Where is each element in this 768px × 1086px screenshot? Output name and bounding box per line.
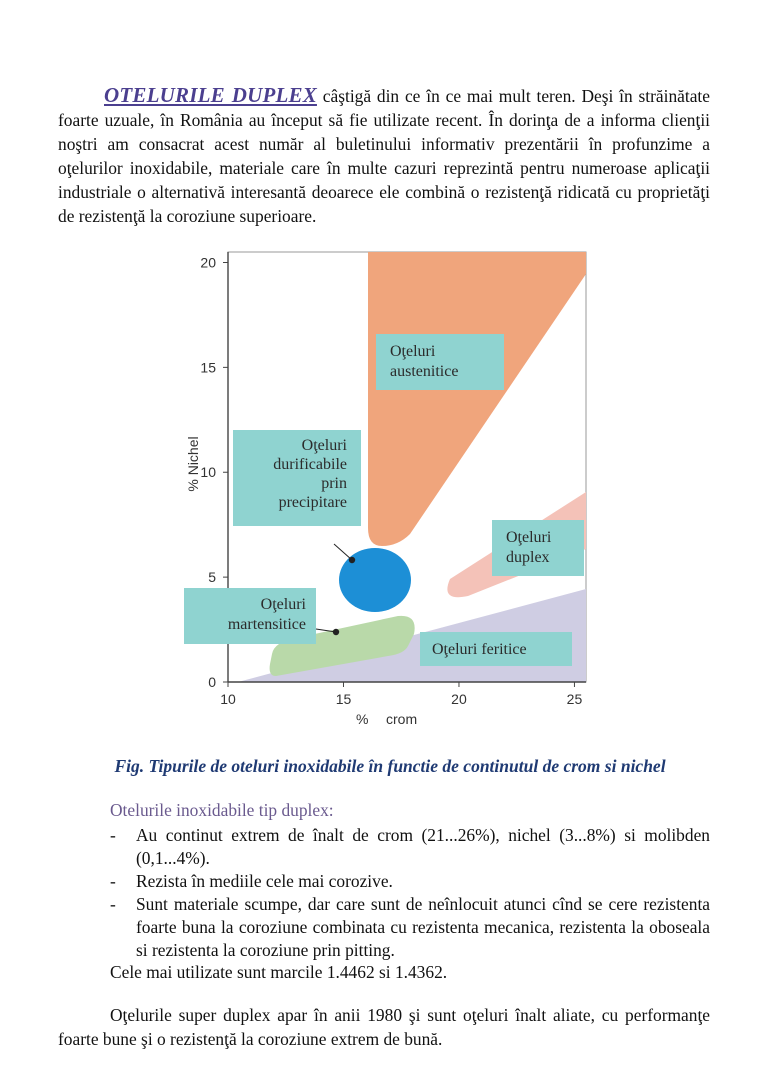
list-dash: - bbox=[110, 871, 116, 891]
intro-title: OTELURILE DUPLEX bbox=[104, 83, 317, 108]
stainless-steel-diagram bbox=[178, 244, 598, 734]
y-axis-title: % Nichel bbox=[185, 436, 201, 492]
intro-text: câştigă din ce în ce mai mult teren. Deşi în străinătate foarte uzuale, în România au început să fie utilizate recent. În dorinţa de a informa clienţii noştri am consacrat acest număr al buletinului informativ prezentării în profunzime a oţelurilor inoxidabile, materiale care în multe cazuri reprezintă pentru numeroase aplicaţii industriale o alternativă interesantă deoarece ele combină o rezistenţă ridicată cu proprietăţi de rezistenţă la coroziune superioare. bbox=[58, 86, 710, 227]
duplex-properties-list bbox=[110, 824, 710, 962]
label-ferritic-line1: Oţeluri feritice bbox=[432, 641, 527, 658]
label-austenitic-line2: austenitice bbox=[390, 363, 459, 380]
label-precip-line3: prin bbox=[321, 475, 347, 492]
x-axis-title-pct: % bbox=[356, 711, 369, 727]
closing-paragraph: Oţelurile super duplex apar în anii 1980 şi sunt oţeluri înalt aliate, cu performanţe foarte bune şi o rezistenţă la coroziune extrem de bună. bbox=[58, 1005, 710, 1050]
x-axis-title: crom bbox=[386, 711, 418, 727]
list-item bbox=[110, 893, 710, 962]
x-tick-label: 20 bbox=[451, 691, 467, 707]
y-tick-label: 5 bbox=[208, 569, 216, 586]
label-precipitation bbox=[233, 430, 361, 526]
list-item-text: Sunt materiale scumpe, dar care sunt de neînlocuit atunci cînd se cere rezistenta foarte buna la coroziune combinata cu rezistenta mecanica, rezistenta la oboseala si rezistenta la coroziune prin pitting. bbox=[136, 894, 710, 960]
label-austenitic-line1: Oţeluri bbox=[390, 343, 436, 360]
y-tick-label: 0 bbox=[208, 674, 216, 690]
x-axis-ticks bbox=[220, 682, 582, 707]
y-tick-label: 15 bbox=[200, 359, 216, 376]
label-martensitic-line2: martensitice bbox=[227, 616, 306, 633]
leader-dot-precipitation bbox=[349, 557, 355, 563]
list-dash: - bbox=[110, 894, 116, 914]
list-dash: - bbox=[110, 825, 116, 845]
label-austenitic bbox=[376, 334, 504, 390]
y-tick-label: 10 bbox=[200, 464, 216, 481]
label-precip-line1: Oţeluri bbox=[301, 437, 347, 454]
list-item bbox=[110, 824, 710, 870]
grades-paragraph: Cele mai utilizate sunt marcile 1.4462 si 1.4362. bbox=[110, 962, 448, 982]
label-martensitic-line1: Oţeluri bbox=[260, 596, 306, 613]
leader-dot-martensitic bbox=[333, 629, 339, 635]
y-tick-label: 20 bbox=[200, 254, 216, 271]
label-martensitic bbox=[184, 588, 316, 644]
label-duplex bbox=[492, 520, 584, 576]
figure-caption: Fig. Tipurile de oteluri inoxidabile în functie de continutul de crom si nichel bbox=[114, 756, 666, 776]
list-item-text: Au continut extrem de înalt de crom (21...26%), nichel (3...8%) si molibden (0,1...4%). bbox=[136, 825, 710, 868]
diagram-svg bbox=[178, 244, 598, 734]
label-precip-line2: durificabile bbox=[273, 456, 347, 473]
label-ferritic bbox=[420, 632, 572, 666]
x-tick-label: 25 bbox=[566, 691, 583, 707]
list-item bbox=[110, 870, 710, 893]
x-tick-label: 10 bbox=[220, 691, 236, 707]
label-duplex-line2: duplex bbox=[506, 549, 550, 566]
label-precip-line4: precipitare bbox=[278, 494, 347, 511]
list-item-text: Rezista în mediile cele mai corozive. bbox=[136, 871, 393, 891]
intro-paragraph bbox=[58, 83, 710, 228]
x-tick-label: 15 bbox=[335, 691, 352, 707]
list-heading: Otelurile inoxidabile tip duplex: bbox=[110, 800, 334, 820]
label-duplex-line1: Oţeluri bbox=[506, 529, 552, 546]
